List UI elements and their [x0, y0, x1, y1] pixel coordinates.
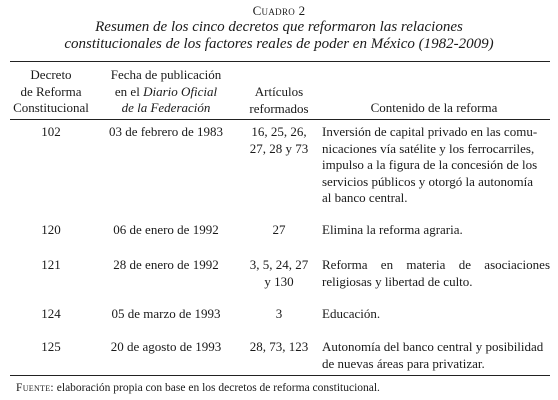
row-5-fecha: 20 de agosto de 1993: [110, 339, 222, 354]
row-1-contenido-line2: nicaciones vía satélite y los ferrocarriles,: [322, 140, 535, 156]
table-title-line2: constitucionales de los factores reales de poder en México (1982-2009): [64, 36, 494, 52]
row-5-decreto: 125: [41, 339, 61, 354]
header-contenido: Contenido de la reforma: [370, 100, 498, 115]
source-label: Fuente:: [16, 382, 54, 394]
row-2-articulos: [240, 222, 318, 239]
row-1-contenido-line3: impulso a la figura de la concesión de los: [322, 157, 538, 172]
header-fecha-prefix: en el: [114, 83, 144, 99]
header-articulos: [240, 84, 318, 117]
header-fecha: [95, 67, 237, 117]
row-4-articulos-line1: 3: [275, 306, 283, 321]
row-3-articulos-line2: y 130: [264, 273, 294, 289]
row-4-articulos: [240, 306, 318, 323]
row-5-articulos-line1: 28, 73, 123: [249, 339, 309, 354]
header-decreto-line3: Constitucional: [13, 100, 89, 115]
row-3-contenido-line2: religiosas y libertad de culto.: [322, 273, 473, 289]
row-5-contenido-line2: de nuevas áreas para privatizar.: [322, 355, 485, 371]
row-3-articulos: [240, 257, 318, 290]
row-1-fecha: 03 de febrero de 1983: [108, 124, 224, 139]
header-fecha-line1: Fecha de publicación: [110, 67, 222, 82]
row-2-fecha: 06 de enero de 1992: [113, 222, 219, 237]
row-5-contenido: [322, 339, 550, 372]
header-fecha-italic: Diario Oficial: [143, 83, 218, 99]
row-3-contenido-line1: Reforma en materia de asociaciones: [322, 257, 550, 272]
header-decreto-line1: Decreto: [30, 67, 72, 82]
header-articulos-line1: Artículos: [254, 84, 304, 99]
row-3-fecha: 28 de enero de 1992: [113, 257, 219, 272]
row-1-articulos-line2: 27, 28 y 73: [249, 140, 309, 156]
row-1-articulos-line1: 16, 25, 26,: [251, 124, 307, 139]
table-source-note: [16, 382, 380, 394]
row-1-contenido-line1: Inversión de capital privado en las comu-: [322, 124, 538, 139]
row-4-fecha: 05 de marzo de 1993: [111, 306, 221, 321]
row-4-contenido: [322, 306, 550, 323]
row-3-decreto: 121: [41, 257, 61, 272]
row-1-contenido-line5: al banco central.: [322, 190, 408, 205]
row-2-decreto: 120: [41, 222, 61, 237]
row-1-contenido: [322, 124, 550, 207]
row-1-contenido-line4: servicios públicos y otorgó la autonomía: [322, 173, 533, 189]
header-decreto-line2: de Reforma: [20, 83, 82, 99]
header-articulos-line2: reformados: [249, 100, 309, 116]
header-fecha-line2: [95, 84, 237, 101]
row-2-contenido-line1: Elimina la reforma agraria.: [322, 222, 463, 237]
row-1-decreto: 102: [41, 124, 61, 139]
table-caption-label: Cuadro 2: [252, 3, 306, 18]
table-top-rule: [10, 61, 550, 62]
row-4-decreto: 124: [41, 306, 61, 321]
source-text: elaboración propia con base en los decretos de reforma constitucional.: [53, 382, 380, 394]
header-decreto: [10, 67, 92, 117]
row-2-articulos-line1: 27: [272, 222, 286, 237]
row-3-contenido: [322, 257, 550, 290]
row-4-contenido-line1: Educación.: [322, 306, 381, 321]
row-5-articulos: [240, 339, 318, 356]
row-2-contenido: [322, 222, 550, 239]
table-header-rule: [10, 119, 550, 120]
row-3-articulos-line1: 3, 5, 24, 27: [249, 257, 309, 272]
table-title: [10, 19, 548, 53]
table-title-line1: Resumen de los cinco decretos que reformaron las relaciones: [95, 19, 463, 35]
header-fecha-line3: de la Federación: [121, 100, 211, 115]
row-1-articulos: [240, 124, 318, 157]
table-bottom-rule: [10, 375, 550, 376]
row-5-contenido-line1: Autonomía del banco central y posibilidad: [322, 339, 544, 354]
